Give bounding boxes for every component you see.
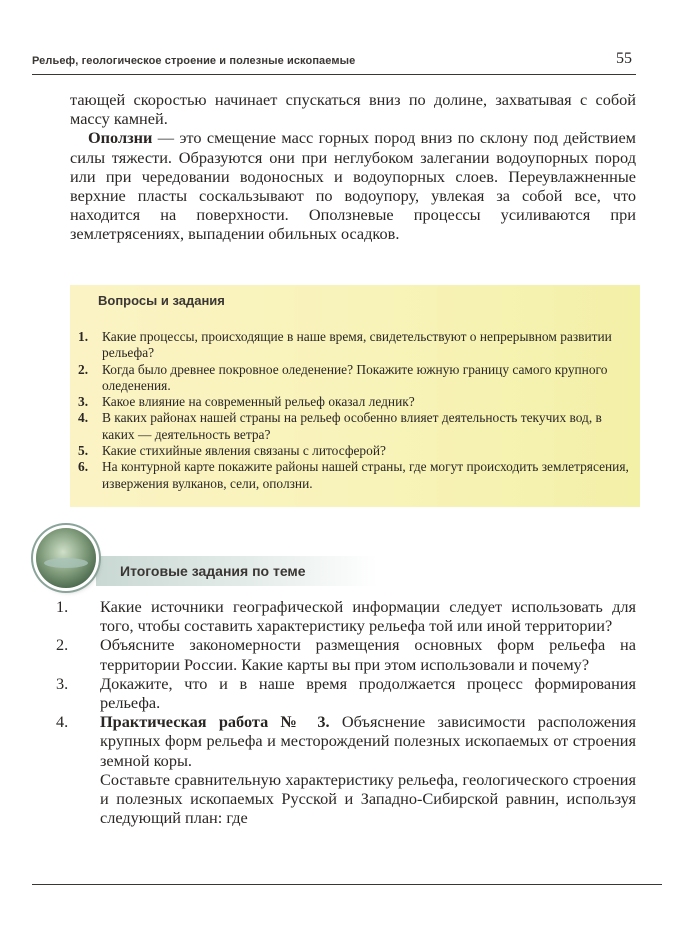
question-item	[76, 459, 632, 492]
practical-work-instructions: Составьте сравнительную характеристику рельефа, геологического строения и полезных ископаемых Русской и Западно-Сибирской равнин, используя следующий план: где	[100, 769, 636, 828]
questions-list	[76, 329, 632, 492]
task-number: 1.	[56, 597, 69, 616]
task-number: 4.	[56, 712, 69, 732]
questions-title: Вопросы и задания	[98, 293, 225, 308]
task-text: Докажите, что и в наше время продолжается процесс формирования рельефа.	[100, 673, 636, 713]
question-number: 5.	[78, 443, 89, 459]
task-text: Какие источники географической информации следует использовать для того, чтобы составить характеристику рельефа той или иной территории?	[100, 597, 636, 636]
question-number: 6.	[78, 459, 89, 475]
question-text: Когда было древнее покровное оледенение? Покажите южную границу самого крупного оледенения.	[102, 361, 608, 393]
practical-work-label: Практическая работа № 3.	[100, 712, 330, 732]
paragraph-landslides	[70, 128, 636, 243]
task-text: Объясните закономерности размещения основных форм рельефа на территории России. Какие карты вы при этом использовали и почему?	[100, 635, 636, 674]
body-text	[70, 90, 636, 244]
question-item	[76, 443, 632, 459]
landscape-photo-icon	[36, 528, 96, 588]
page-number: 55	[616, 50, 632, 67]
task-number: 3.	[56, 673, 69, 693]
question-item	[76, 410, 632, 443]
question-number: 1.	[78, 329, 89, 344]
question-item	[76, 394, 632, 410]
paragraph-continuation: тающей скоростью начинает спускаться вниз по долине, захватывая с собой массу камней.	[70, 90, 636, 129]
final-tasks-heading-bar	[96, 556, 378, 586]
question-item	[76, 362, 632, 395]
question-text: Какие процессы, происходящие в наше время, свидетельствуют о непрерывном развитии рельефа?	[102, 329, 612, 361]
task-number: 2.	[56, 635, 69, 655]
task-item	[56, 674, 636, 712]
question-number: 3.	[78, 394, 89, 410]
question-text: Какие стихийные явления связаны с литосферой?	[102, 443, 386, 459]
task-text-practical	[100, 712, 636, 827]
question-number: 4.	[78, 410, 89, 426]
final-tasks-list	[56, 597, 636, 827]
question-item	[76, 329, 632, 362]
horizon-shape	[44, 558, 88, 568]
page-header	[32, 48, 636, 75]
practical-work-description: Объяснение зависимости расположения крупных форм рельефа и месторождений полезных ископаемых от строения земной коры.	[100, 712, 636, 770]
task-item	[56, 597, 636, 635]
question-number: 2.	[78, 361, 89, 377]
task-item	[56, 712, 636, 827]
question-text: Какое влияние на современный рельеф оказал ледник?	[102, 394, 415, 410]
task-item	[56, 635, 636, 673]
questions-box	[70, 285, 640, 507]
question-text: В каких районах нашей страны на рельеф особенно влияет деятельность текучих вод, в каких — деятельность ветра?	[102, 410, 602, 442]
final-tasks-title: Итоговые задания по теме	[120, 563, 306, 579]
question-text: На контурной карте покажите районы нашей страны, где могут происходить землетрясения, извержения вулканов, сели, оползни.	[102, 459, 629, 491]
footer-rule	[32, 884, 662, 885]
term-landslides: Оползни	[88, 128, 153, 148]
running-title: Рельеф, геологическое строение и полезные ископаемые	[32, 55, 356, 67]
paragraph-landslides-text: — это смещение масс горных пород вниз по склону под действием силы тяжести. Образуются они при неглубоком залегании водоупорных пород или при чередовании водоносных и водоупорных слоев. Переувлажненные верхние пласты соскальзывают по водоупору, увлекая за собой все, что находится на поверхности. Оползневые процессы усиливаются при землетрясениях, выпадении обильных осадков.	[70, 128, 636, 244]
